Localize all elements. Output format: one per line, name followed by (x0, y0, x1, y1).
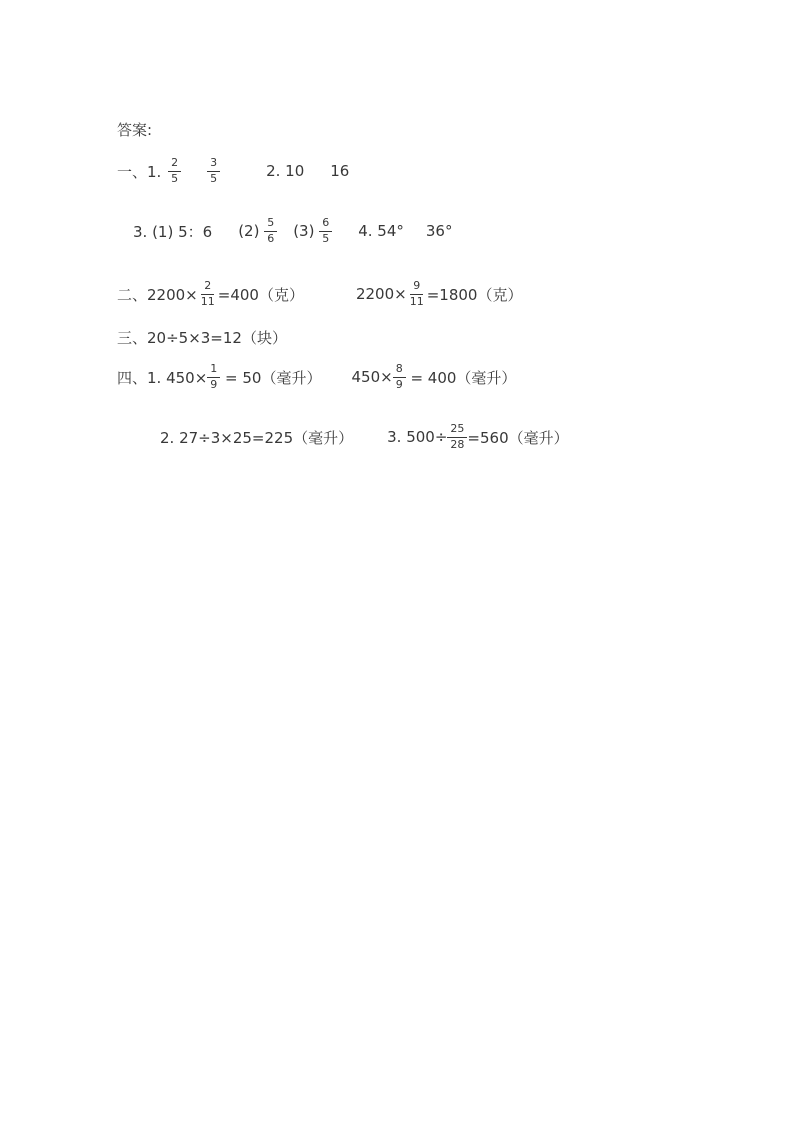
fraction-five-sixths (264, 217, 277, 245)
fraction-denominator: 5 (322, 231, 330, 245)
fraction-numerator: 9 (410, 280, 423, 295)
sub-item-2-label: (2) (238, 222, 265, 240)
item-three-line (133, 213, 452, 249)
section-four-result2: = 400（毫升） (405, 368, 517, 387)
fraction-denominator: 28 (450, 437, 465, 451)
fraction-numerator: 2 (168, 157, 181, 172)
section-two-result1: =400（克） (217, 285, 304, 304)
section-three-line (117, 327, 287, 348)
section-one-line (117, 153, 349, 189)
section-two-result2: =1800（克） (426, 285, 523, 304)
item-three-prefix: 3. (1) 5：6 (133, 222, 213, 241)
section-two-expr1: 二、2200× (117, 285, 198, 304)
section-four-prefix: 四、1. 450× (117, 368, 208, 387)
section-four-line-2 (160, 419, 569, 455)
fraction-denominator: 5 (171, 171, 179, 185)
fraction-two-elevenths (198, 280, 218, 308)
fraction-numerator: 6 (319, 217, 332, 232)
fraction-denominator: 11 (200, 294, 215, 308)
section-three-text: 三、20÷5×3=12（块） (117, 329, 287, 347)
answer-item-2b: 16 (330, 162, 350, 180)
fraction-denominator: 6 (267, 231, 275, 245)
section-four-expr2: 450× (351, 368, 393, 386)
section-two-expr2: 2200× (355, 285, 407, 303)
section-four-item2: 2. 27÷3×25=225（毫升） (160, 428, 354, 447)
fraction-six-fifths (319, 217, 332, 245)
sub-item-3-label: (3) (293, 222, 320, 240)
fraction-numerator: 8 (393, 363, 406, 378)
fraction-denominator: 5 (210, 171, 218, 185)
fraction-denominator: 11 (409, 294, 424, 308)
answer-item-4: 4. 54° (358, 222, 404, 240)
answers-header-label: 答案: (117, 121, 153, 139)
section-four-item3-prefix: 3. 500÷ (387, 428, 448, 446)
fraction-eight-ninths (393, 363, 406, 391)
fraction-three-fifths (207, 157, 220, 185)
fraction-numerator: 5 (264, 217, 277, 232)
fraction-denominator: 9 (210, 377, 218, 391)
fraction-two-fifths (168, 157, 181, 185)
section-four-item3-result: =560（毫升） (467, 428, 569, 447)
answer-item-4b: 36° (425, 222, 453, 240)
fraction-one-ninth (207, 363, 220, 391)
section-four-line-1 (117, 359, 516, 395)
answer-item-2: 2. 10 (266, 162, 305, 180)
fraction-numerator: 1 (207, 363, 220, 378)
answers-header-line (117, 119, 152, 140)
section-four-result1: = 50（毫升） (220, 368, 322, 387)
fraction-numerator: 25 (447, 423, 467, 438)
fraction-denominator: 9 (395, 377, 403, 391)
section-two-line (117, 276, 522, 312)
fraction-twentyfive-twentyeighths (447, 423, 467, 451)
section-one-prefix: 一、1. (117, 162, 167, 181)
fraction-numerator: 3 (207, 157, 220, 172)
fraction-numerator: 2 (201, 280, 214, 295)
fraction-nine-elevenths (407, 280, 427, 308)
